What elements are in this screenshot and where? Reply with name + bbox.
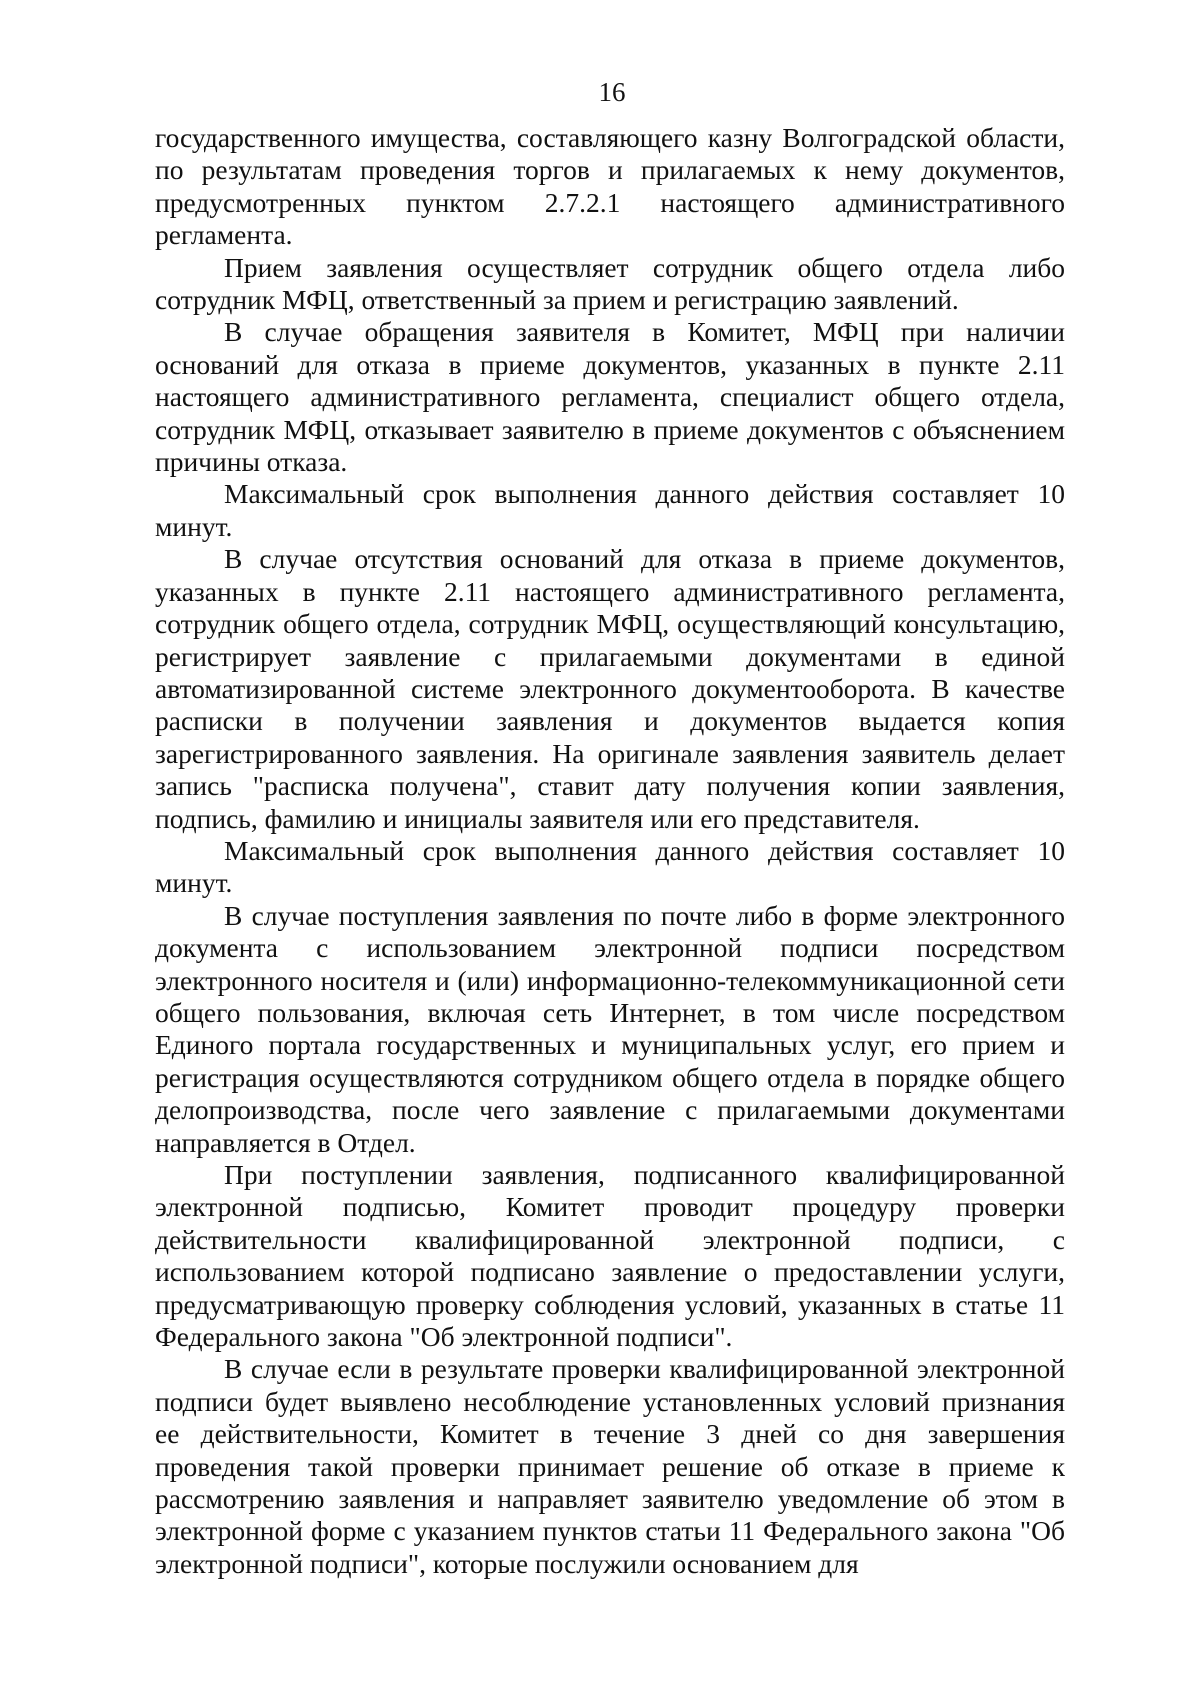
page-number: 16: [598, 77, 626, 107]
paragraph-signature-failure: В случае если в результате проверки квалифицированной электронной подписи будет выявлено несоблюдение установленных условий признания ее действительности, Комитет в течение 3 дней со дня завершения проведения такой проверки принимает решение об отказе в приеме к рассмотрению заявления и направляет заявителю уведомление об этом в электронной форме с указанием пунктов статьи 11 Федерального закона "Об электронной подписи", которые послужили основанием для: [155, 1353, 1065, 1579]
paragraph-refusal: В случае обращения заявителя в Комитет, МФЦ при наличии оснований для отказа в приеме документов, указанных в пункте 2.11 настоящего административного регламента, специалист общего отдела, сотрудник МФЦ, отказывает заявителю в приеме документов с объяснением причины отказа.: [155, 316, 1065, 478]
document-body: [155, 122, 1065, 1580]
paragraph-continuation: государственного имущества, составляющего казну Волгоградской области, по результатам проведения торгов и прилагаемых к нему документов, предусмотренных пунктом 2.7.2.1 настоящего административного регламента.: [155, 122, 1065, 251]
paragraph-max-time-1: Максимальный срок выполнения данного действия составляет 10 минут.: [155, 478, 1065, 542]
paragraph-reception: Прием заявления осуществляет сотрудник общего отдела либо сотрудник МФЦ, ответственный за прием и регистрацию заявлений.: [155, 251, 1065, 316]
paragraph-signature-check: При поступлении заявления, подписанного квалифицированной электронной подписью, Комитет проводит процедуру проверки действительности квалифицированной электронной подписи, с использованием которой подписано заявление о предоставлении услуги, предусматривающую проверку соблюдения условий, указанных в статье 11 Федерального закона "Об электронной подписи".: [155, 1159, 1065, 1353]
paragraph-registration: В случае отсутствия оснований для отказа в приеме документов, указанных в пункте 2.11 настоящего административного регламента, сотрудник общего отдела, сотрудник МФЦ, осуществляющий консультацию, регистрирует заявление с прилагаемыми документами в единой автоматизированной системе электронного документооборота. В качестве расписки в получении заявления и документов выдается копия зарегистрированного заявления. На оригинале заявления заявитель делает запись "расписка получена", ставит дату получения копии заявления, подпись, фамилию и инициалы заявителя или его представителя.: [155, 543, 1065, 834]
paragraph-max-time-2: Максимальный срок выполнения данного действия составляет 10 минут.: [155, 834, 1065, 899]
paragraph-electronic-receipt: В случае поступления заявления по почте либо в форме электронного документа с использованием электронной подписи посредством электронного носителя и (или) информационно-телекоммуникационной сети общего пользования, включая сеть Интернет, в том числе посредством Единого портала государственных и муниципальных услуг, его прием и регистрация осуществляются сотрудником общего отдела в порядке общего делопроизводства, после чего заявление с прилагаемыми документами направляется в Отдел.: [155, 899, 1065, 1158]
